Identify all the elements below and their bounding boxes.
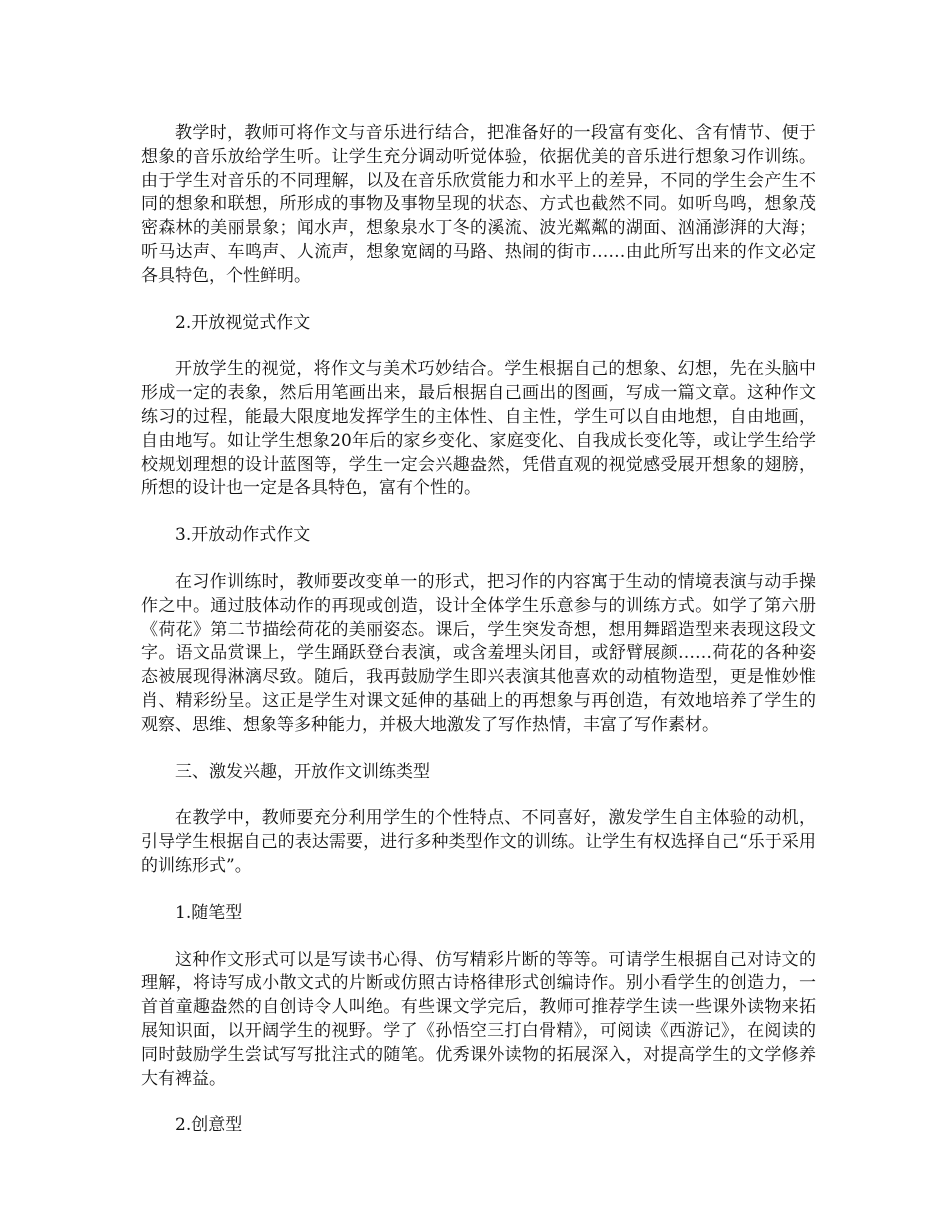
heading-creative-type: 2.创意型 xyxy=(175,1115,243,1136)
paragraph-essay-type: 这种作文形式可以是写读书心得、仿写精彩片断的等等。可请学生根据自己对诗文的理解，将诗写成小散文式的片断或仿照古诗格律形式创编诗作。别小看学生的创造力，一首首童趣盎然的自创诗令人叫绝。有些课文学完后，教师可推荐学生读一些课外读物来拓展知识面，以开阔学生的视野。学了《孙悟空三打白骨精》，可阅读《西游记》，在阅读的同时鼓励学生尝试写写批注式的随笔。优秀课外读物的拓展深入，对提高学生的文学修养大有裨益。 xyxy=(141,949,816,1089)
heading-section-three: 三、激发兴趣，开放作文训练类型 xyxy=(175,761,430,782)
heading-visual-writing: 2.开放视觉式作文 xyxy=(175,312,311,333)
paragraph-visual-writing: 开放学生的视觉，将作文与美术巧妙结合。学生根据自己的想象、幻想，先在头脑中形成一定的表象，然后用笔画出来，最后根据自己画出的图画，写成一篇文章。这种作文练习的过程，能最大限度地发挥学生的主体性、自主性，学生可以自由地想，自由地画，自由地写。如让学生想象20年后的家乡变化、家庭变化、自我成长变化等，或让学生给学校规划理想的设计蓝图等，学生一定会兴趣盎然，凭借直观的视觉感受展开想象的翅膀，所想的设计也一定是各具特色，富有个性的。 xyxy=(141,359,816,499)
paragraph-action-writing: 在习作训练时，教师要改变单一的形式，把习作的内容寓于生动的情境表演与动手操作之中。通过肢体动作的再现或创造，设计全体学生乐意参与的训练方式。如学了第六册《荷花》第二节描绘荷花的美丽姿态。课后，学生突发奇想，想用舞蹈造型来表现这段文字。语文品赏课上，学生踊跃登台表演，或含羞埋头闭目，或舒臂展颜……荷花的各种姿态被展现得淋漓尽致。随后，我再鼓励学生即兴表演其他喜欢的动植物造型，更是惟妙惟肖、精彩纷呈。这正是学生对课文延伸的基础上的再想象与再创造，有效地培养了学生的观察、思维、想象等多种能力，并极大地激发了写作热情，丰富了写作素材。 xyxy=(141,571,816,735)
paragraph-music-writing: 教学时，教师可将作文与音乐进行结合，把准备好的一段富有变化、含有情节、便于想象的音乐放给学生听。让学生充分调动听觉体验，依据优美的音乐进行想象习作训练。由于学生对音乐的不同理解，以及在音乐欣赏能力和水平上的差异，不同的学生会产生不同的想象和联想，所形成的事物及事物呈现的状态、方式也截然不同。如听鸟鸣，想象茂密森林的美丽景象；闻水声，想象泉水丁冬的溪流、波光粼粼的湖面、汹涌澎湃的大海；听马达声、车鸣声、人流声，想象宽阔的马路、热闹的街市……由此所写出来的作文必定各具特色，个性鲜明。 xyxy=(141,123,816,286)
heading-essay-type: 1.随笔型 xyxy=(175,902,243,923)
paragraph-section-three-intro: 在教学中，教师要充分利用学生的个性特点、不同喜好，激发学生自主体验的动机，引导学生根据自己的表达需要，进行多种类型作文的训练。让学生有权选择自己“乐于采用的训练形式”。 xyxy=(141,808,816,876)
heading-action-writing: 3.开放动作式作文 xyxy=(175,525,311,546)
document-body xyxy=(141,122,816,1161)
